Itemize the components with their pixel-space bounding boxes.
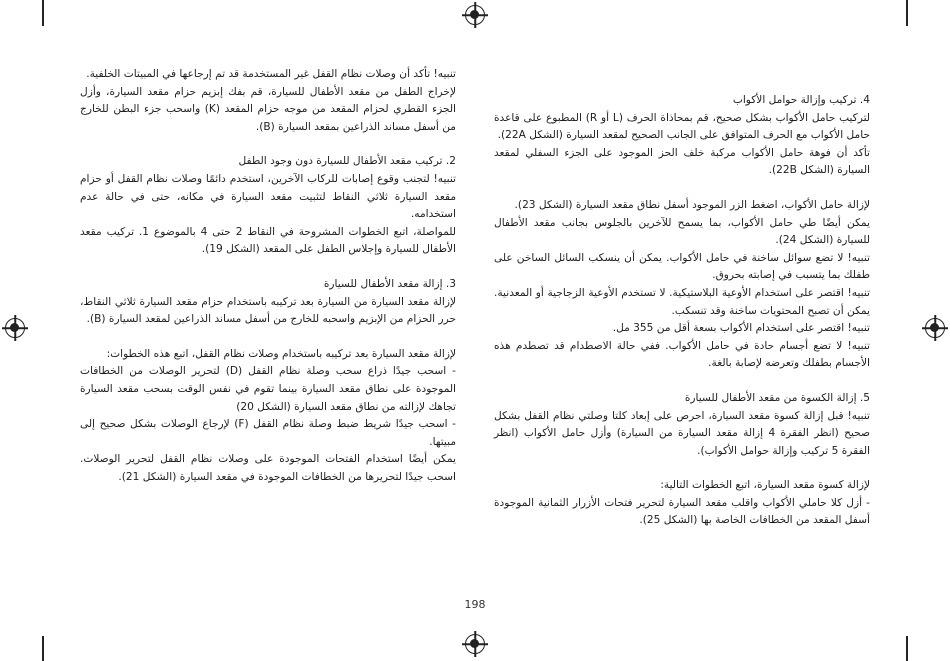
left-paragraph-7: يمكن أيضًا استخدام الفتحات الموجودة على وصلات نظام القفل لتحرير الوصلات. اسحب جيدًا لتحريرها من الخطافات الموجودة في مقعد السيارة (الشكل 21).	[80, 453, 456, 483]
crop-mark-top-right	[906, 0, 908, 26]
spacer	[80, 136, 456, 153]
right-warning-3: تنبيه! اقتصر على استخدام الأكواب بسعة أقل من 355 مل.	[612, 322, 870, 335]
right-paragraph-2: تأكد أن فوهة حامل الأكواب مركبة خلف الحز الموجود على الجزء السفلي لمقعد السيارة (الشكل 22B).	[494, 146, 870, 177]
left-column	[80, 66, 456, 486]
right-warning-2: تنبيه! اقتصر على استخدام الأوعية البلاستيكية. لا تستخدم الأوعية الزجاجية أو المعدنية. يمكن أن تصبح المحتويات ساخنة وقد تنسكب.	[494, 286, 870, 317]
crop-mark-bottom-right	[906, 636, 908, 661]
left-paragraph-1: تنبيه! تأكد أن وصلات نظام القفل غير المستخدمة قد تم إرجاعها في المبيتات الخلفية.	[86, 68, 456, 80]
registration-mark-bottom-icon	[465, 634, 485, 654]
left-paragraph-3: تنبيه! لتجنب وقوع إصابات للركاب الآخرين، استخدم دائمًا وصلات نظام القفل أو حزام مقعد السيارة ثلاثي النقاط لتثبيت مقعد السيارة في مكانه، حتى في حالة عدم استخدامه.	[80, 172, 456, 221]
crop-mark-bottom-left	[42, 636, 44, 661]
left-heading-3: 3. إزالة مقعد الأطفال للسيارة	[323, 277, 456, 290]
right-warning-1: تنبيه! لا تضع سوائل ساخنة في حامل الأكواب. يمكن أن ينسكب السائل الساخن على طفلك بما يتسبب في إصابته بحروق.	[494, 251, 870, 282]
right-heading-4: 4. تركيب وإزالة حوامل الأكواب	[732, 94, 870, 106]
registration-mark-right-icon	[925, 318, 945, 338]
registration-mark-top-icon	[465, 5, 485, 25]
left-paragraph-6: لإزالة مقعد السيارة بعد تركيبه باستخدام وصلات نظام القفل، اتبع هذه الخطوات:	[106, 347, 456, 360]
left-paragraph-2: لإخراج الطفل من مقعد الأطفال للسيارة، قم بفك إبزيم حزام مقعد السيارة، وأزل الجزء القطري لحزام المقعد من موجه حزام المقعد (K) واسحب جزء البطن للخارج من أسفل مساند الذراعين بمقعد السيارة (B).	[80, 85, 456, 133]
left-paragraph-4: للمواصلة، اتبع الخطوات المشروحة في النقاط 2 حتى 4 بالموضوع 1. تركيب مقعد الأطفال للسيارة وإجلاس الطفل على المقعد (الشكل 19).	[80, 225, 457, 256]
spacer	[494, 373, 870, 390]
right-paragraph-5: لإزالة كسوة مقعد السيارة، اتبع الخطوات التالية:	[660, 479, 870, 492]
crop-mark-top-left	[42, 0, 44, 26]
page-number: 198	[464, 598, 486, 611]
right-paragraph-1: لتركيب حامل الأكواب بشكل صحيح، قم بمحاذاة الحرف (L أو R) المطبوع على قاعدة حامل الأكواب مع الحرف المتوافق على الجانب الصحيح لمقعد السيارة (الشكل 22A).	[494, 111, 870, 142]
left-heading-2: 2. تركيب مقعد الأطفال للسيارة دون وجود الطفل	[238, 155, 456, 168]
right-paragraph-3: لإزالة حامل الأكواب، اضغط الزر الموجود أسفل نطاق مقعد السيارة (الشكل 23).	[514, 198, 870, 211]
right-heading-5: 5. إزالة الكسوة من مقعد الأطفال للسيارة	[684, 391, 870, 404]
left-paragraph-5: لإزالة مقعد السيارة من السيارة بعد تركيبه باستخدام حزام مقعد السيارة ثلاثي النقاط، حرر الحزام من الإبزيم واسحبه للخارج من أسفل مساند الذراعين لمقعد السيارة (B).	[80, 295, 456, 326]
left-bullet-2: - اسحب جيدًا شريط ضبط وصلة نظام القفل (F) لإرجاع الوصلات بشكل صحيح إلى مبيتها.	[80, 418, 456, 448]
spacer	[80, 259, 456, 276]
left-bullet-1: - اسحب جيدًا ذراع سحب وصلة نظام القفل (D) لتحرير الوصلات من الخطافات الموجودة على نطاق مقعد السيارة بينما تقوم في نفس الوقت بسحب مقعد السيارة تجاهك لإزالته من نطاق مقعد السيارة (الشكل 20)	[80, 365, 456, 413]
right-bullet-1: - أزل كلا حاملي الأكواب واقلب مقعد السيارة لتحرير فتحات الأزرار الثمانية الموجودة أسفل المقعد من الخطافات الخاصة بها (الشكل 25).	[494, 496, 870, 527]
spacer	[80, 329, 456, 346]
spacer	[494, 460, 870, 477]
right-warning-4: تنبيه! لا تضع أجسام حادة في حامل الأكواب. ففي حالة الاصطدام قد تصطدم هذه الأجسام بطفلك وتعرضه لإصابة بالغة.	[494, 339, 870, 370]
registration-mark-left-icon	[5, 318, 25, 338]
spacer	[494, 180, 870, 197]
right-paragraph-4: يمكن أيضًا طي حامل الأكواب، بما يسمح للآخرين بالجلوس بجانب مقعد الأطفال للسيارة (الشكل 24).	[494, 216, 870, 247]
right-column	[494, 92, 870, 530]
right-warning-5: تنبيه! قبل إزالة كسوة مقعد السيارة، احرص على إبعاد كلتا وصلتي نظام القفل بشكل صحيح (انظر الفقرة 4 إزالة مقعد السيارة من السيارة) وأزل حامل الأكواب (انظر الفقرة 5 تركيب وإزالة حوامل الأكواب).	[494, 409, 870, 457]
